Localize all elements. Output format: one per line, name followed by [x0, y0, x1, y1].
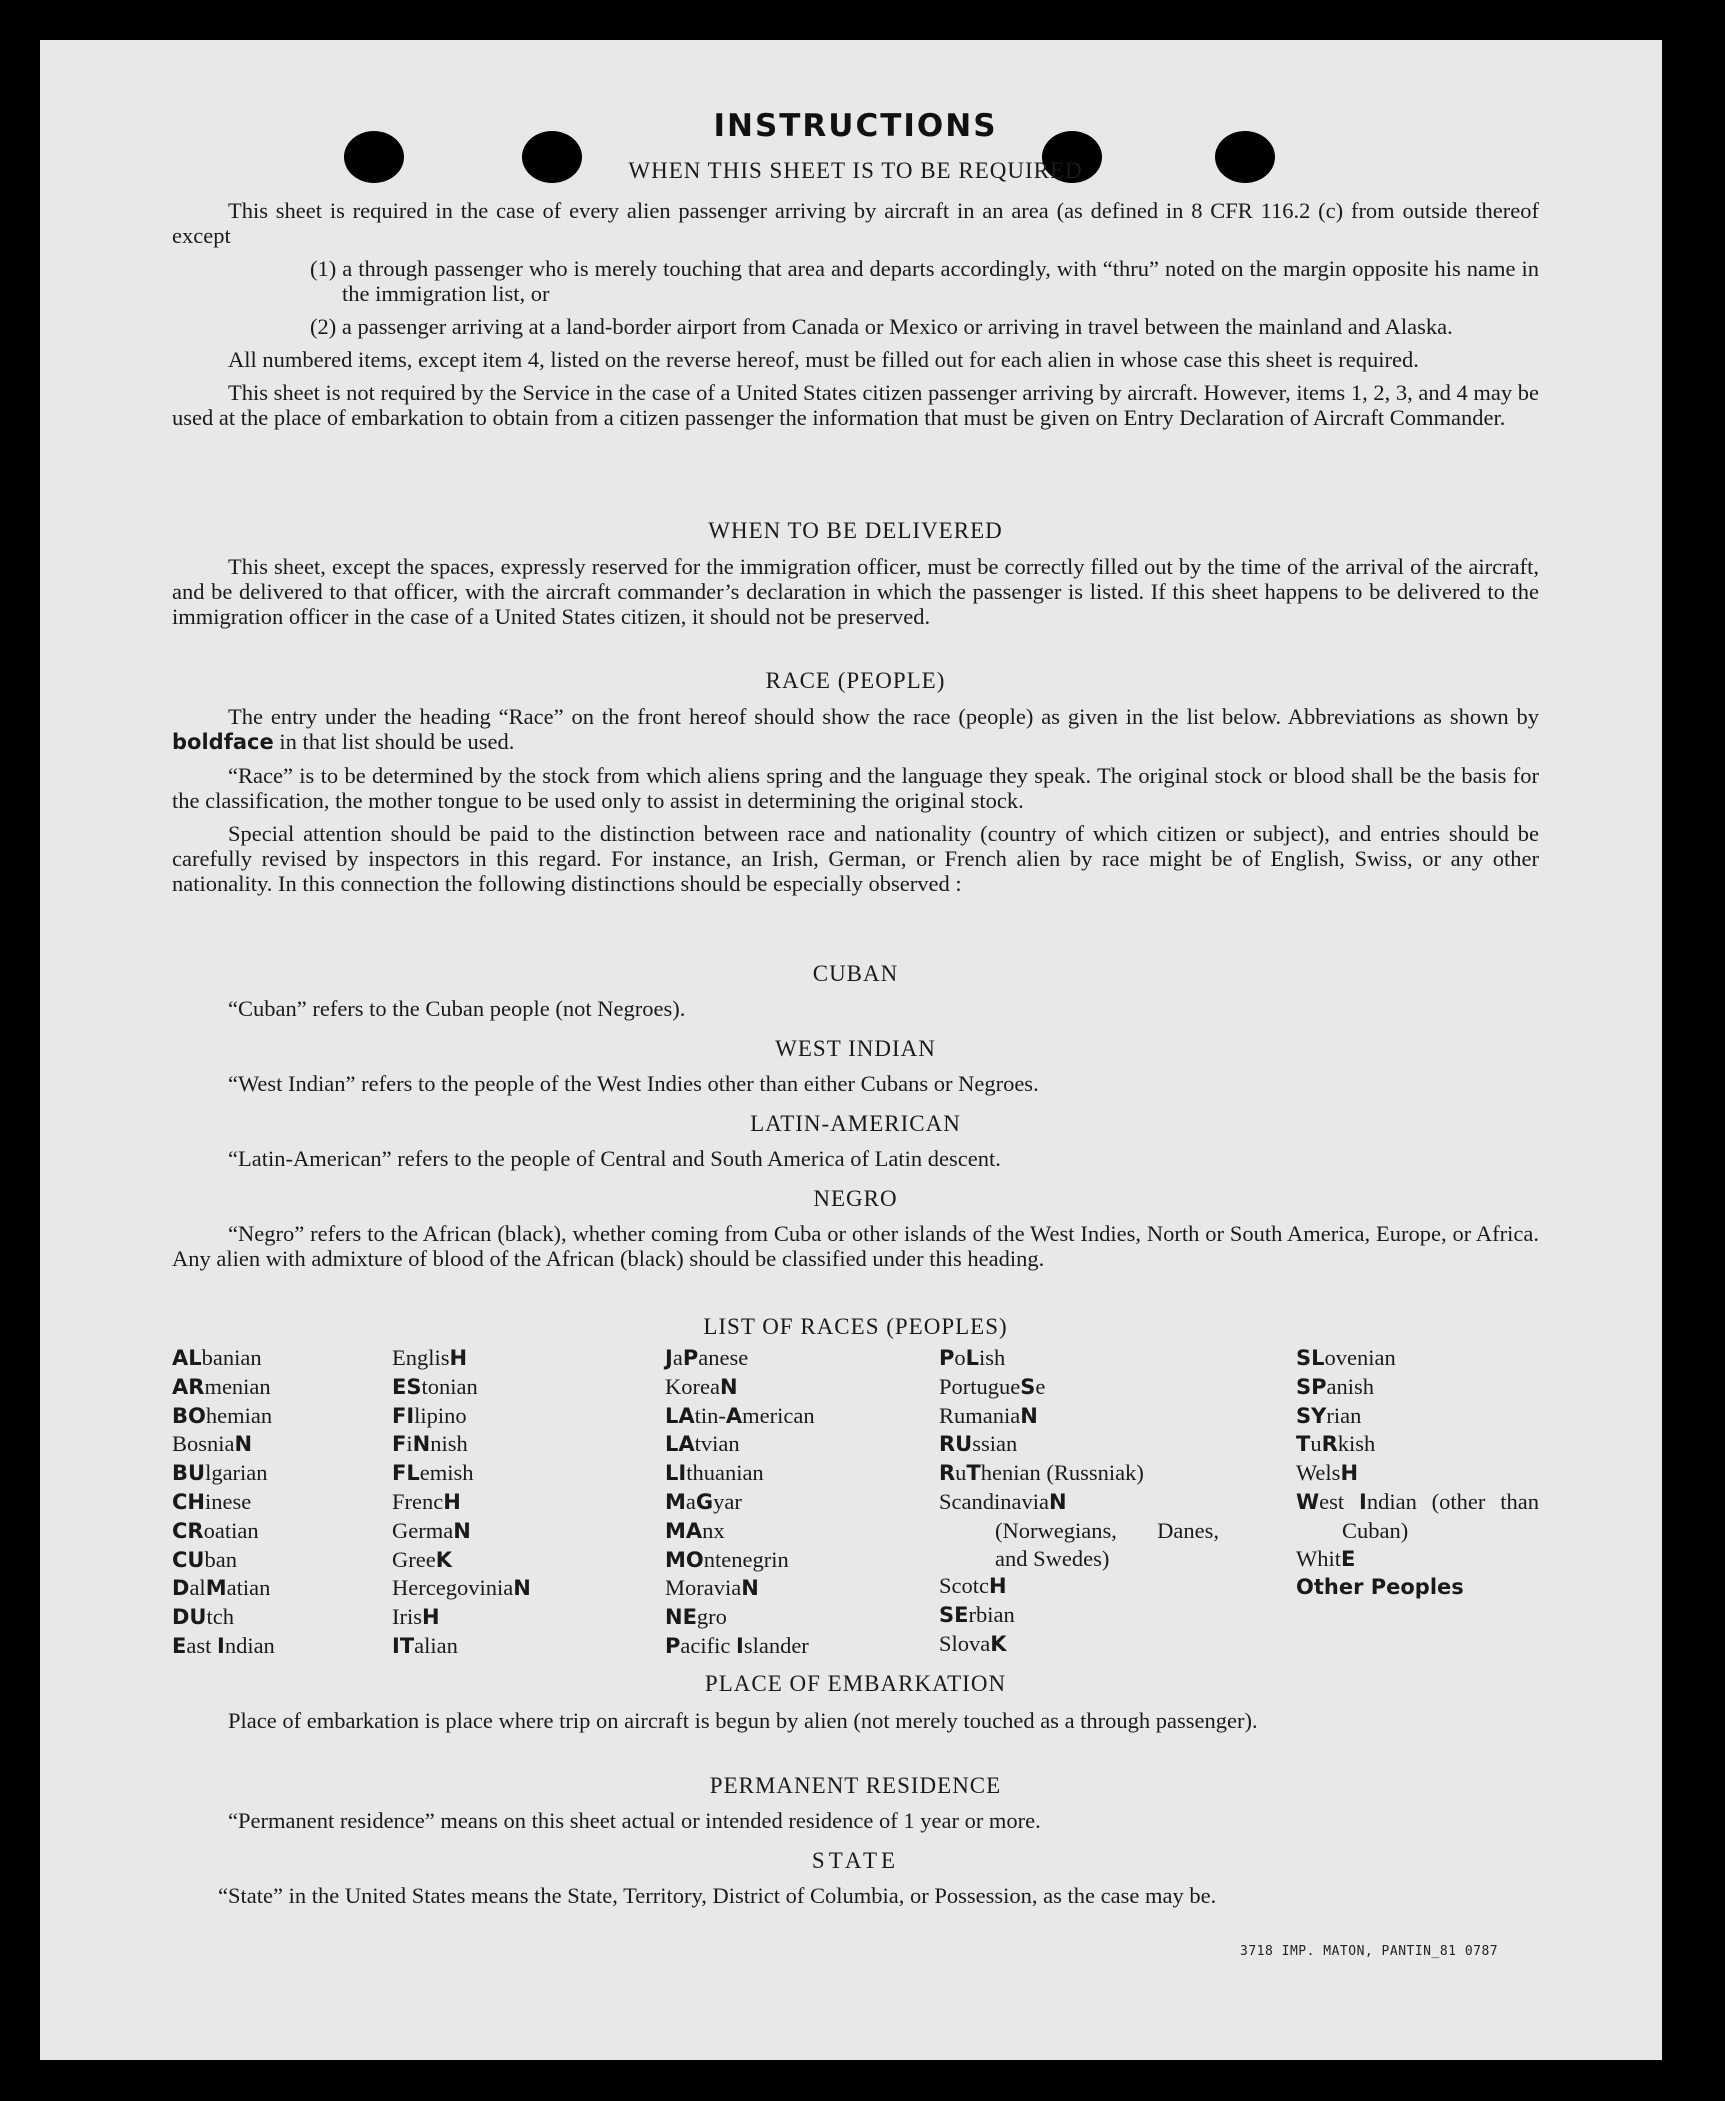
race-entry: IrisH — [392, 1604, 440, 1630]
paragraph: “State” in the United States means the State, Territory, District of Columbia, or Possession, as the case may be. — [218, 1883, 1217, 1908]
paragraph: “Race” is to be determined by the stock from which aliens spring and the language they speak. The original stock or blood shall be the basis for the classification, the mother tongue to be used only to assist in determining the original stock. — [172, 763, 1539, 813]
race-entry: MaGyar — [665, 1488, 742, 1514]
race-entry-other: Other Peoples — [1296, 1575, 1464, 1600]
section-heading: LATIN-AMERICAN — [750, 1111, 961, 1136]
printer-imprint: 3718 IMP. MATON, PANTIN_81 0787 — [1240, 1944, 1499, 1959]
section-race — [172, 668, 1539, 896]
section-heading: RACE (PEOPLE) — [765, 668, 946, 693]
race-entry: WhitE — [1296, 1545, 1356, 1571]
section-embarkation — [172, 1671, 1539, 1733]
race-entry: LAtin-American — [665, 1402, 815, 1428]
section-negro — [172, 1186, 1539, 1271]
race-entry: SLovenian — [1296, 1345, 1396, 1370]
race-entry: FiNnish — [392, 1431, 468, 1457]
race-entry: PoLish — [939, 1345, 1006, 1370]
section-heading: WHEN THIS SHEET IS TO BE REQUIRED — [628, 158, 1083, 183]
race-entry: BosniaN — [172, 1431, 253, 1457]
race-entry: FrencH — [392, 1488, 461, 1514]
section-delivered — [172, 518, 1539, 629]
race-entry: FLemish — [392, 1460, 474, 1486]
section-heading: NEGRO — [813, 1186, 898, 1211]
race-entry: GermaN — [392, 1517, 471, 1543]
paragraph: “Cuban” refers to the Cuban people (not Negroes). — [228, 996, 686, 1021]
section-heading: LIST OF RACES (PEOPLES) — [703, 1314, 1008, 1339]
race-entry: ScotcH — [939, 1573, 1007, 1599]
race-entry: EnglisH — [392, 1345, 468, 1370]
paragraph: All numbered items, except item 4, listed on the reverse hereof, must be filled out for each alien in whose case this sheet is required. — [228, 347, 1419, 372]
race-entry: SPanish — [1296, 1373, 1375, 1399]
section-required-body — [172, 198, 1539, 430]
section-required — [172, 158, 1539, 184]
race-column — [939, 1344, 1219, 1659]
race-entry: SErbian — [939, 1602, 1015, 1628]
race-entry: West Indian (other than Cuban) — [1296, 1488, 1539, 1543]
race-entry: PortugueSe — [939, 1373, 1046, 1399]
paragraph: “West Indian” refers to the people of the West Indies other than either Cubans or Negroes. — [228, 1071, 1039, 1096]
race-entry: ITalian — [392, 1632, 458, 1658]
race-column — [172, 1344, 275, 1661]
paragraph: This sheet is required in the case of every alien passenger arriving by aircraft in an area (as defined in 8 CFR 116.2 (c) from outside thereof except — [172, 198, 1539, 248]
paragraph: “Permanent residence” means on this sheet actual or intended residence of 1 year or more. — [228, 1808, 1041, 1833]
race-entry: LAtvian — [665, 1431, 740, 1457]
paragraph: This sheet is not required by the Service in the case of a United States citizen passenger arriving by aircraft. However, items 1, 2, 3, and 4 may be used at the place of embarkation to obtain from a citizen passenger the information that must be given on Entry Declaration of Aircraft Commander. — [172, 380, 1539, 430]
race-entry: RuThenian (Russniak) — [939, 1460, 1144, 1486]
race-entry: NEgro — [665, 1604, 727, 1630]
race-entry: SlovaK — [939, 1630, 1007, 1656]
race-entry: ALbanian — [172, 1345, 262, 1370]
page-title: INSTRUCTIONS — [713, 108, 998, 144]
section-residence — [172, 1773, 1539, 1833]
paragraph: Place of embarkation is place where trip on aircraft is begun by alien (not merely touched as a through passenger). — [228, 1708, 1258, 1733]
race-text-c: in that list should be used. — [279, 729, 515, 754]
exception-item: (2) a passenger arriving at a land-border airport from Canada or Mexico or arriving in travel between the mainland and Alaska. — [310, 314, 1453, 339]
section-heading: WEST INDIAN — [775, 1036, 936, 1061]
race-column — [665, 1344, 815, 1661]
race-entry: RUssian — [939, 1431, 1018, 1457]
section-heading: WHEN TO BE DELIVERED — [708, 518, 1003, 543]
race-column — [1296, 1344, 1539, 1602]
race-entry: TuRkish — [1296, 1431, 1376, 1457]
race-entry: GreeK — [392, 1546, 452, 1572]
race-entry: MOntenegrin — [665, 1546, 789, 1572]
list-of-races-heading — [172, 1314, 1539, 1340]
paragraph — [172, 704, 1539, 755]
paragraph: “Latin-American” refers to the people of Central and South America of Latin descent. — [228, 1146, 1001, 1171]
race-entry: CUban — [172, 1546, 237, 1572]
paragraph: This sheet, except the spaces, expressly reserved for the immigration officer, must be correctly filled out by the time of the arrival of the aircraft, and be delivered to that officer, with the aircraft commander’s declaration in which the passenger is listed. If this sheet happens to be delivered to the immigration officer in the case of a United States citizen, it should not be preserved. — [172, 554, 1539, 629]
race-entry: ARmenian — [172, 1373, 271, 1399]
section-heading: PLACE OF EMBARKATION — [704, 1671, 1007, 1696]
section-latin-american — [172, 1111, 1539, 1171]
race-column — [392, 1344, 531, 1661]
paragraph: “Negro” refers to the African (black), whether coming from Cuba or other islands of the West Indies, North or South America, Europe, or Africa. Any alien with admixture of blood of the African (black) should be classified under this heading. — [172, 1221, 1539, 1271]
section-west-indian — [172, 1036, 1539, 1096]
race-entry: Pacific Islander — [665, 1632, 809, 1658]
race-entry: EStonian — [392, 1373, 478, 1399]
race-entry: RumaniaN — [939, 1402, 1038, 1428]
race-entry: CHinese — [172, 1488, 252, 1514]
race-entry: ScandinaviaN — [939, 1488, 1067, 1514]
race-entry: JaPanese — [665, 1345, 749, 1370]
race-entry: KoreaN — [665, 1373, 738, 1399]
race-entry: DUtch — [172, 1604, 234, 1630]
race-entry: WelsH — [1296, 1460, 1359, 1486]
section-heading: STATE — [811, 1848, 900, 1873]
boldface-word: boldface — [172, 730, 274, 754]
race-entry: BUlgarian — [172, 1460, 268, 1486]
paragraph: Special attention should be paid to the distinction between race and nationality (country of which citizen or subject), and entries should be carefully revised by inspectors in this regard. For instance, an Irish, German, or French alien by race might be of English, Swiss, or any other nationality. In this connection the following distinctions should be especially observed : — [172, 821, 1539, 896]
race-entry: MoraviaN — [665, 1575, 759, 1601]
race-entry-continuation: (Norwegians, Danes, and Swedes) — [995, 1517, 1219, 1571]
race-entry: CRoatian — [172, 1517, 259, 1543]
section-cuban — [172, 961, 1539, 1021]
race-entry: LIthuanian — [665, 1460, 764, 1486]
race-text-a: The entry under the heading “Race” on the front hereof should show the race (people) as given in the list below. Abbreviations as shown by — [228, 704, 1539, 729]
race-entry: BOhemian — [172, 1402, 273, 1428]
section-state — [172, 1848, 1539, 1908]
race-entry: FIlipino — [392, 1402, 467, 1428]
race-entry: HercegoviniaN — [392, 1575, 531, 1601]
race-entry: SYrian — [1296, 1402, 1362, 1428]
section-heading: PERMANENT RESIDENCE — [709, 1773, 1002, 1798]
race-entry: MAnx — [665, 1517, 725, 1543]
section-heading: CUBAN — [812, 961, 899, 986]
exception-item: (1) a through passenger who is merely touching that area and departs accordingly, with “thru” noted on the margin opposite his name in the immigration list, or — [310, 256, 1539, 306]
race-entry: East Indian — [172, 1632, 275, 1658]
race-entry: DalMatian — [172, 1575, 271, 1601]
